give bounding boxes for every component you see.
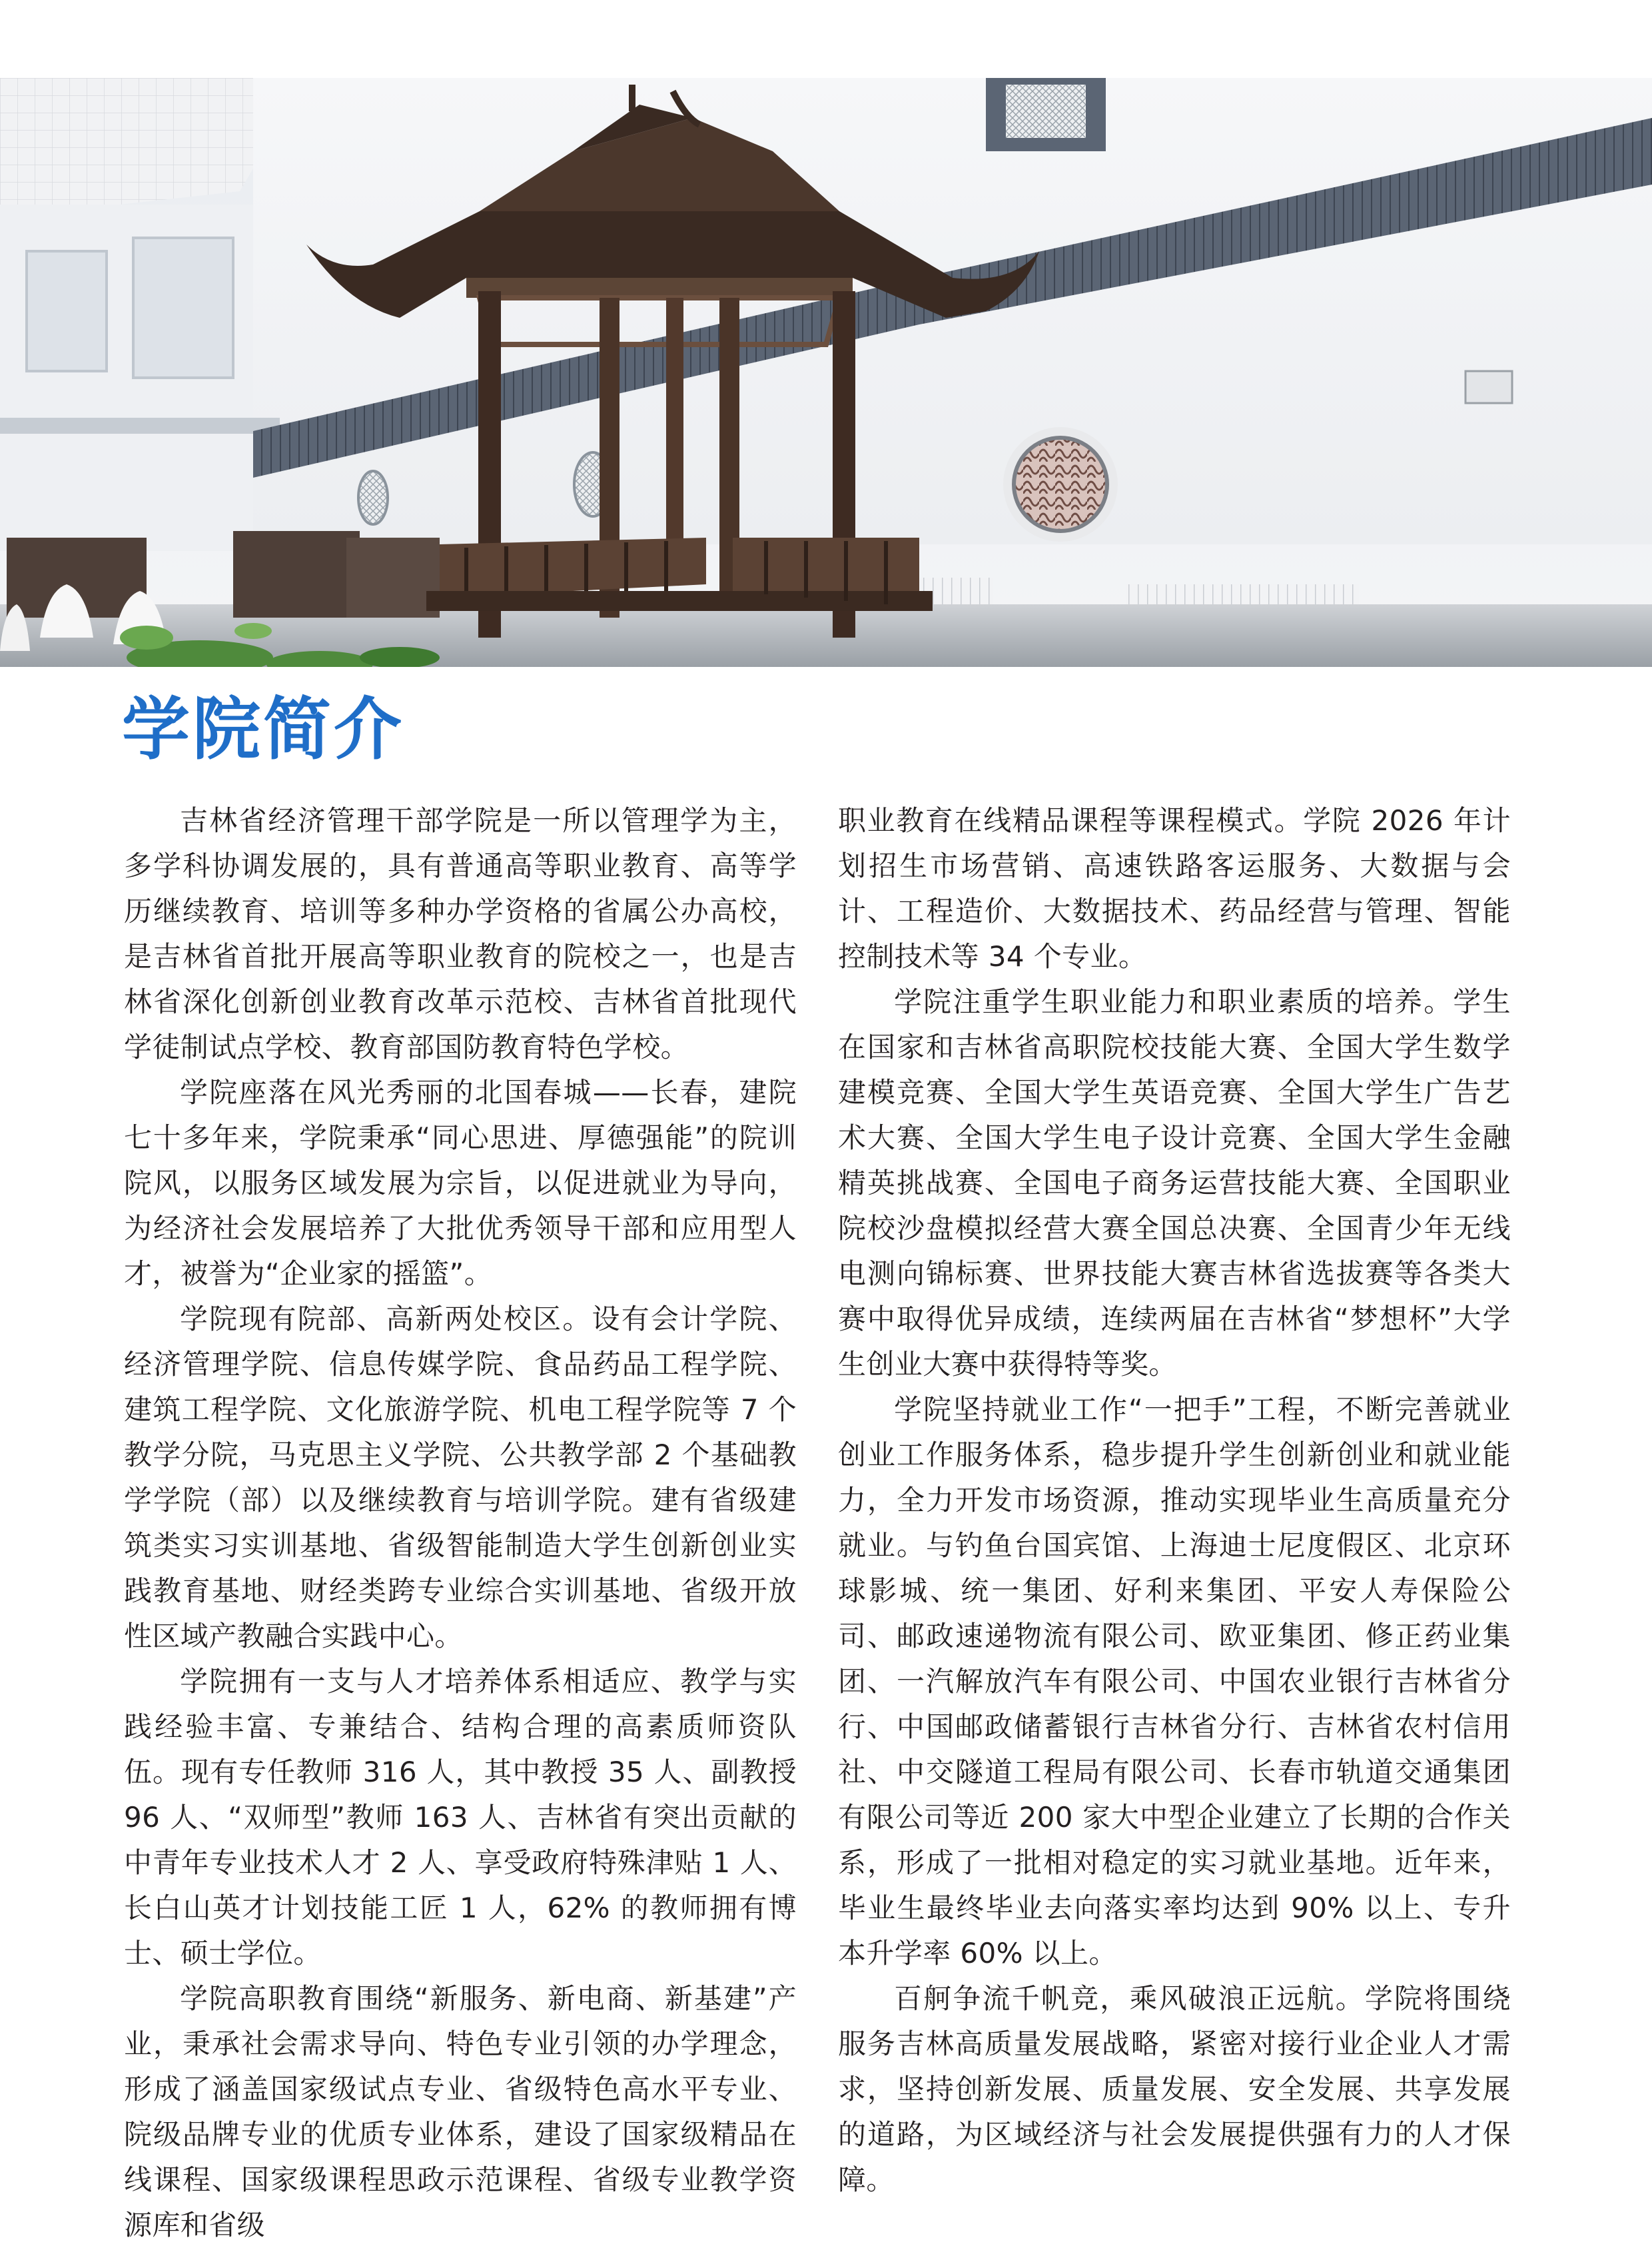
intro-paragraph: 吉林省经济管理干部学院是一所以管理学为主，多学科协调发展的，具有普通高等职业教育、高等学历继续教育、培训等多种办学资格的省属公办高校，是吉林省首批开展高等职业教育的院校之一，也是吉林省深化创新创业教育改革示范校、吉林省首批现代学徒制试点学校、教育部国防教育特色学校。: [124, 804, 797, 1063]
employment-paragraph: 学院坚持就业工作“一把手”工程，不断完善就业创业工作服务体系，稳步提升学生创新创业和就业能力，全力开发市场资源，推动实现毕业生高质量充分就业。与钓鱼台国宾馆、上海迪士尼度假区、北京环球影城、统一集团、好利来集团、平安人寿保险公司、邮政速递物流有限公司、欧亚集团、修正药业集团、一汽解放汽车有限公司、中国农业银行吉林省分行、中国邮政储蓄银行吉林省分行、吉林省农村信用社、中交隧道工程局有限公司、长春市轨道交通集团有限公司等近 200 家大中型企业建立了长期的合作关系，形成了一批相对稳定的实习就业基地。近年来，毕业生最终毕业去向落实率均达到 90% 以上、专升本升学率 60% 以上。: [838, 1393, 1511, 1969]
history-paragraph: 学院座落在风光秀丽的北国春城——长春，建院七十多年来，学院秉承“同心思进、厚德强能”的院训院风，以服务区域发展为宗旨，以促进就业为导向，为经济社会发展培养了大批优秀领导干部和应用型人才，被誉为“企业家的摇篮”。: [124, 1076, 797, 1290]
faculty-paragraph: 学院拥有一支与人才培养体系相适应、教学与实践经验丰富、专兼结合、结构合理的高素质师资队伍。现有专任教师 316 人，其中教授 35 人、副教授 96 人、“双师型”教师 163 人、吉林省有突出贡献的中青年专业技术人才 2 人、享受政府特殊津贴 1 人、长白山英才计划技能工匠 1 人，62% 的教师拥有博士、硕士学位。: [124, 1665, 797, 1969]
campus-pavilion-photo: [0, 78, 1652, 667]
majors-paragraph: 学院高职教育围绕“新服务、新电商、新基建”产业，秉承社会需求导向、特色专业引领的办学理念，形成了涵盖国家级试点专业、省级特色高水平专业、院级品牌专业的优质专业体系，建设了国家级精品在线课程、国家级课程思政示范课程、省级专业教学资源库和省级: [124, 1982, 797, 2241]
page-title: 学院简介: [122, 690, 404, 770]
right-column: [838, 798, 1511, 2203]
majors-paragraph-continued: 职业教育在线精品课程等课程模式。学院 2026 年计划招生市场营销、高速铁路客运服务、大数据与会计、工程造价、大数据技术、药品经营与管理、智能控制技术等 34 个专业。: [838, 804, 1511, 973]
outlook-paragraph: 百舸争流千帆竞，乘风破浪正远航。学院将围绕服务吉林高质量发展战略，紧密对接行业企业人才需求，坚持创新发展、质量发展、安全发展、共享发展的道路，为区域经济与社会发展提供强有力的人才保障。: [838, 1982, 1511, 2196]
left-column: [124, 798, 797, 2248]
competitions-paragraph: 学院注重学生职业能力和职业素质的培养。学生在国家和吉林省高职院校技能大赛、全国大学生数学建模竞赛、全国大学生英语竞赛、全国大学生广告艺术大赛、全国大学生电子设计竞赛、全国大学生金融精英挑战赛、全国电子商务运营技能大赛、全国职业院校沙盘模拟经营大赛全国总决赛、全国青少年无线电测向锦标赛、世界技能大赛吉林省选拔赛等各类大赛中取得优异成绩，连续两届在吉林省“梦想杯”大学生创业大赛中获得特等奖。: [838, 985, 1511, 1381]
campus-paragraph: 学院现有院部、高新两处校区。设有会计学院、经济管理学院、信息传媒学院、食品药品工程学院、建筑工程学院、文化旅游学院、机电工程学院等 7 个教学分院，马克思主义学院、公共教学部 2 个基础教学学院（部）以及继续教育与培训学院。建有省级建筑类实习实训基地、省级智能制造大学生创新创业实践教育基地、财经类跨专业综合实训基地、省级开放性区域产教融合实践中心。: [124, 1303, 797, 1652]
